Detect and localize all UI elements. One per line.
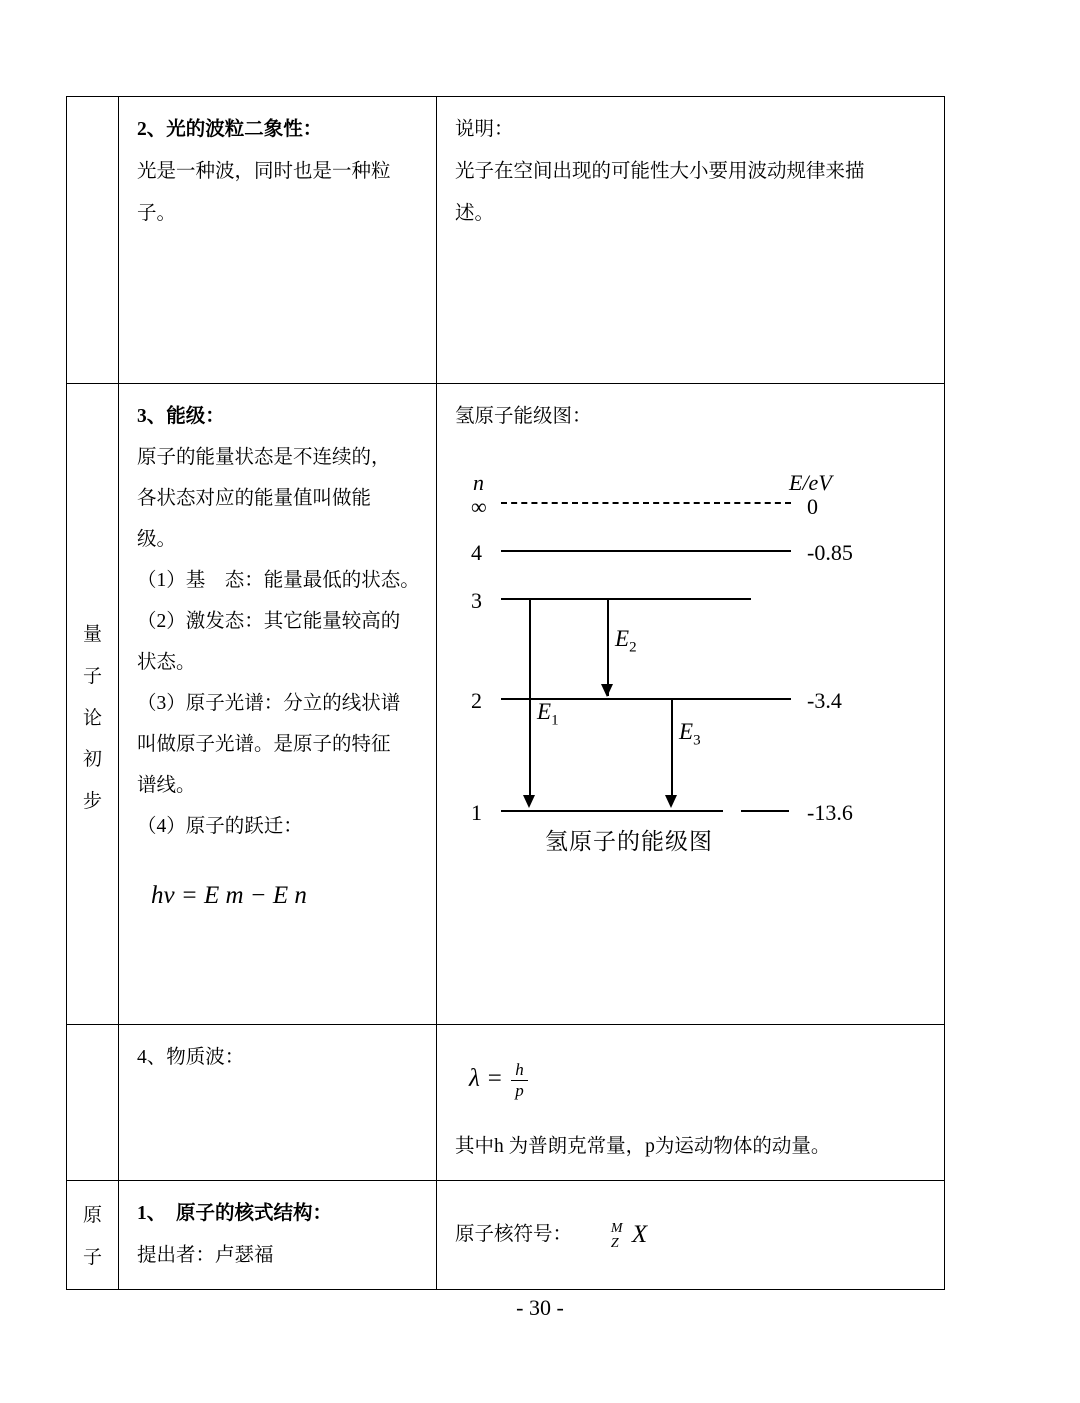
row4-label-cell: [67, 1180, 119, 1289]
row2-left-line-6: 状态。: [137, 652, 196, 674]
table-row: [67, 97, 945, 384]
nuclide-indices: [611, 1221, 623, 1252]
row1-label-cell: [67, 97, 119, 384]
row1-left-heading: 2、光的波粒二象性：: [137, 119, 323, 140]
row2-left-line-7: （3）原子光谱：分立的线状谱: [137, 693, 401, 715]
content-table: [66, 96, 945, 1290]
level-line-4: [501, 550, 791, 552]
row2-left-line-3: 级。: [137, 529, 177, 551]
matter-wave-lambda: λ =: [469, 1065, 503, 1092]
fraction-numerator: h: [515, 1060, 524, 1080]
matter-wave-fraction: [511, 1060, 528, 1100]
row3-left-heading: 4、物质波：: [137, 1047, 245, 1068]
row4-left-cell: [119, 1180, 437, 1289]
row1-right-line-1: 光子在空间出现的可能性大小要用波动规律来描: [455, 161, 865, 183]
row2-right-heading: 氢原子能级图：: [455, 406, 592, 427]
level-line-infinity: [501, 502, 791, 504]
row4-left-heading: 1、 原子的核式结构：: [137, 1202, 333, 1224]
axis-label-n: n: [473, 470, 484, 496]
level-value-2: -3.4: [807, 688, 842, 714]
row3-label-cell: [67, 1025, 119, 1181]
table-row: [67, 384, 945, 1025]
row2-left-line-4: （1）基 态：能量最低的状态。: [137, 570, 420, 592]
transition-arrowhead-e1: [523, 795, 535, 808]
row4-right-cell: [437, 1180, 945, 1289]
matter-wave-note: 其中h 为普朗克常量，p为运动物体的动量。: [455, 1135, 831, 1157]
row2-label-char-5: 步: [82, 791, 102, 813]
table-row: [67, 1180, 945, 1289]
row2-left-line-2: 各状态对应的能量值叫做能: [137, 488, 372, 510]
energy-level-diagram: [459, 462, 929, 882]
row2-label-cell: [67, 384, 119, 1025]
row2-label-char-4: 初: [82, 749, 102, 771]
row1-right-heading: 说明：: [455, 119, 514, 140]
row1-right-line-2: 述。: [455, 203, 495, 225]
level-value-infinity: 0: [807, 494, 818, 520]
transition-arrow-e3: [671, 700, 673, 796]
transition-arrow-e2: [607, 600, 609, 696]
row2-left-line-1: 原子的能量状态是不连续的，: [137, 447, 391, 469]
row2-left-cell: [119, 384, 437, 1025]
nuclide-element: X: [631, 1220, 648, 1248]
row2-label-char-3: 论: [82, 707, 102, 729]
row2-left-line-5: （2）激发态：其它能量较高的: [137, 611, 401, 633]
row2-left-heading: 3、能级：: [137, 406, 225, 427]
level-label-1: 1: [471, 800, 482, 826]
transition-arrowhead-e2: [601, 684, 613, 697]
row2-left-line-9: 谱线。: [137, 775, 196, 797]
level-label-infinity: ∞: [471, 494, 487, 520]
row2-label-char-1: 量: [82, 624, 102, 645]
nuclide-mass-number: M: [610, 1220, 623, 1236]
level-line-3: [501, 598, 751, 600]
nuclide-symbol: [611, 1211, 647, 1260]
level-line-1b: [741, 810, 789, 812]
row1-left-line-2: 子。: [137, 203, 177, 225]
page-number: - 30 -: [516, 1295, 564, 1320]
transition-arrow-e1: [529, 600, 531, 796]
row1-left-line-1: 光是一种波，同时也是一种粒: [137, 161, 391, 183]
row1-right-cell: [437, 97, 945, 384]
row3-left-cell: [119, 1025, 437, 1181]
level-value-4: -0.85: [807, 540, 853, 566]
row2-label-char-2: 子: [82, 665, 102, 687]
transition-label-e3: $E_3$: [679, 719, 701, 749]
row2-left-line-8: 叫做原子光谱。是原子的特征: [137, 734, 391, 756]
transition-formula: [151, 872, 420, 920]
row4-label-char-1: 原: [82, 1204, 102, 1226]
row4-left-line-1: 提出者：卢瑟福: [137, 1244, 274, 1266]
level-label-2: 2: [471, 688, 482, 714]
row4-right-heading: 原子核符号：: [455, 1223, 573, 1245]
level-value-1: -13.6: [807, 800, 853, 826]
row2-left-line-10: （4）原子的跃迁：: [137, 816, 303, 838]
transition-label-e1: $E_1$: [537, 699, 559, 729]
row4-label-char-2: 子: [82, 1246, 102, 1268]
row1-left-cell: [119, 97, 437, 384]
matter-wave-formula: [469, 1055, 928, 1104]
nuclide-atomic-number: Z: [610, 1236, 619, 1252]
axis-label-energy: E/eV: [789, 470, 832, 496]
row2-right-cell: [437, 384, 945, 1025]
transition-label-e2: $E_2$: [615, 626, 637, 656]
level-label-3: 3: [471, 588, 482, 614]
fraction-denominator: p: [511, 1080, 528, 1101]
row3-right-cell: [437, 1025, 945, 1181]
diagram-caption: 氢原子的能级图: [545, 829, 713, 855]
level-line-1: [501, 810, 723, 812]
table-row: [67, 1025, 945, 1181]
transition-arrowhead-e3: [665, 795, 677, 808]
level-label-4: 4: [471, 540, 482, 566]
transition-formula-text: hν = E m − E n: [151, 881, 307, 909]
